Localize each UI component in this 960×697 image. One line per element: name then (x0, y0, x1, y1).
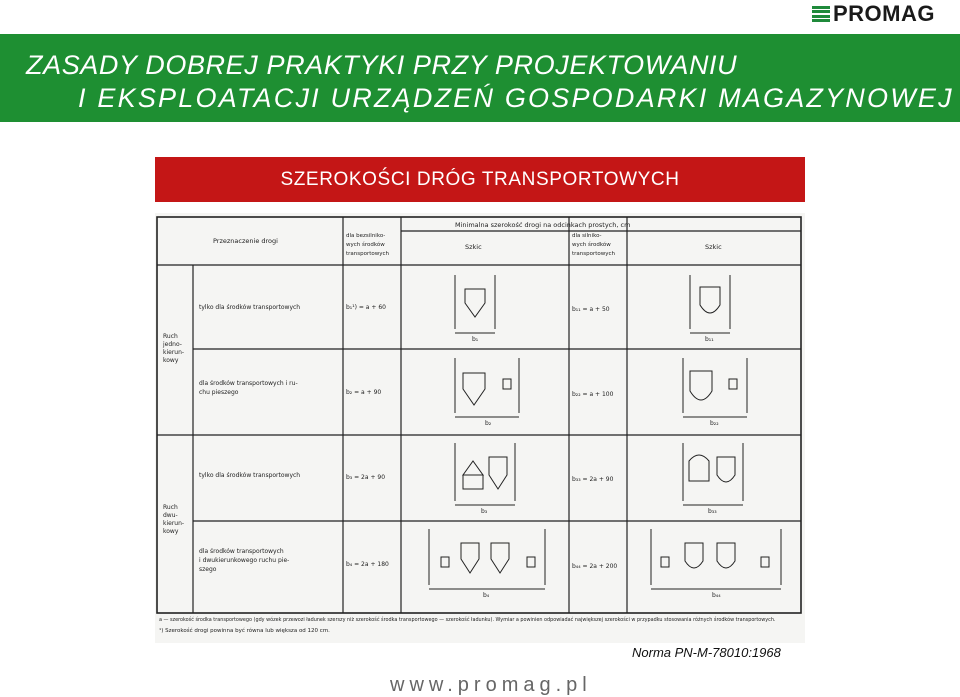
sketch-row-2 (455, 358, 747, 417)
row-2-formula-a: b₂ = a + 90 (346, 389, 382, 396)
row-1-formula-b: b₁₁ = a + 50 (572, 306, 610, 313)
row-3-formula-b: b₃₃ = 2a + 90 (572, 476, 614, 483)
sketch-row-4 (429, 529, 781, 589)
row-1-label: tylko dla środków transportowych (199, 304, 301, 311)
page-title-line-2: I EKSPLOATACJI URZĄDZEŃ GOSPODARKI MAGAZYNOWEJ (78, 83, 954, 113)
sketch-label-b4: b₄ (483, 592, 490, 599)
group-jednokierunkowy: Ruch jedno-kierun-kowy (163, 333, 185, 364)
page-title-line-1: ZASADY DOBREJ PRAKTYKI PRZY PROJEKTOWANIU (26, 50, 738, 80)
sketch-label-b2: b₂ (485, 420, 492, 427)
header-minimal-width: Minimalna szerokość drogi na odcinkach prostych, cm (455, 221, 631, 229)
logo-stripes-icon (812, 6, 830, 22)
row-3-label: tylko dla środków transportowych (199, 472, 301, 479)
row-2-label: dla środków transportowych i ru-chu pieszego (199, 380, 298, 396)
row-4-formula-b: b₄₄ = 2a + 200 (572, 563, 618, 570)
sketch-label-b33: b₃₃ (708, 508, 717, 515)
row-4-formula-a: b₄ = 2a + 180 (346, 561, 389, 568)
header-szkic-a: Szkic (465, 243, 482, 251)
footer-website[interactable]: www.promag.pl (390, 674, 592, 696)
row-3-formula-a: b₃ = 2a + 90 (346, 474, 386, 481)
header-szkic-b: Szkic (705, 243, 722, 251)
sketch-row-3 (455, 443, 743, 505)
footnote-a: a — szerokość środka transportowego (gdy wózek przewozi ładunek szerszy niż szerokość środka transportowego — szerokość ładunku). Wymiar a powinien odpowiadać największej szerokości w przypadku stosowania różnych środków transportowych. (159, 617, 776, 623)
header-silnikowych: dla silniko-wych środków transportowych (572, 233, 616, 257)
group-dwukierunkowy: Ruch dwu-kierun-kowy (163, 504, 185, 535)
row-4-label: dla środków transportowych i dwukierunkowego ruchu pie-szego (199, 548, 290, 573)
row-1-formula-a: b₁¹) = a + 60 (346, 304, 386, 311)
scanned-norm-table (155, 213, 805, 643)
sketch-label-b44: b₄₄ (712, 592, 721, 599)
promag-logo (812, 3, 935, 25)
header-bezsilnikowych: dla bezsilniko-wych środków transportowych (346, 233, 390, 257)
sketch-row-1 (455, 275, 730, 333)
sketch-label-b22: b₂₂ (710, 420, 719, 427)
row-2-formula-b: b₂₂ = a + 100 (572, 391, 614, 398)
sketch-label-b1: b₁ (472, 336, 479, 343)
header-przeznaczenie: Przeznaczenie drogi (213, 237, 278, 245)
section-title: SZEROKOŚCI DRÓG TRANSPORTOWYCH (280, 169, 680, 190)
logo-text: PROMAG (833, 1, 935, 26)
source-norm-note: Norma PN-M-78010:1968 (632, 645, 781, 660)
sketch-label-b11: b₁₁ (705, 336, 714, 343)
sketch-label-b3: b₃ (481, 508, 488, 515)
footnote-1: ¹) Szerokość drogi powinna być równa lub większa od 120 cm. (159, 628, 330, 634)
